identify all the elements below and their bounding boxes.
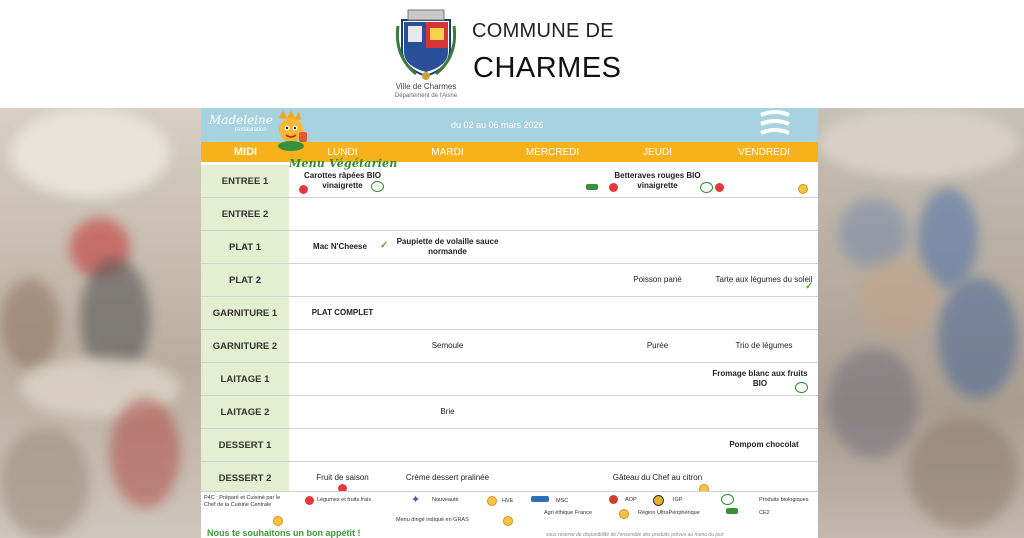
cell-friday: Trio de légumes xyxy=(735,341,793,350)
day-thursday: JEUDI xyxy=(643,147,672,158)
cell-thursday: Betteraves rouges BIO vinaigrette xyxy=(614,171,701,190)
vegetarian-check-icon: ✓ xyxy=(380,240,389,251)
crest-caption-department: Département de l'Aisne xyxy=(394,93,458,99)
cell-monday: Mac N'Cheese xyxy=(313,242,367,251)
availability-note: sous réserve de disponibilité de l'ensemble des produits prévus au menu du jour xyxy=(546,532,724,538)
day-friday: VENDREDI xyxy=(738,147,790,158)
cell-friday: Fromage blanc aux fruits BIO xyxy=(712,369,808,388)
menu-row-laitage-2 xyxy=(201,396,818,429)
legend-msc: MSC xyxy=(556,498,569,504)
cell-friday: Tarte aux légumes du soleil xyxy=(715,275,813,284)
fresh-produce-icon xyxy=(305,496,314,505)
menu-row-garniture-2 xyxy=(201,330,818,363)
fresh-produce-icon xyxy=(715,183,724,192)
town-crest-logo xyxy=(394,6,458,82)
day-tuesday: MARDI xyxy=(431,147,464,158)
row-label: ENTREE 1 xyxy=(201,165,289,197)
cell-thursday: Purée xyxy=(646,341,669,350)
cell-tuesday: Paupiette de volaille sauce normande xyxy=(396,237,499,256)
menu-row-dessert-1 xyxy=(201,429,818,462)
cell-thursday: Poisson pané xyxy=(633,275,682,284)
brand-logo-text: Madeleine xyxy=(209,113,273,127)
cell-tuesday: Crème dessert pralinée xyxy=(405,473,490,482)
row-label: DESSERT 1 xyxy=(201,429,289,461)
menu-row-entree-1 xyxy=(201,165,818,198)
menu-dirige-icon xyxy=(503,516,513,526)
legend-aop: AOP xyxy=(625,497,637,503)
legend-gras: Menu dirigé indiqué en GRAS xyxy=(396,517,469,523)
legend-rup: Région UltraPériphérique xyxy=(638,510,700,516)
aop-icon xyxy=(609,495,618,504)
cell-monday: Carottes râpées BIO vinaigrette xyxy=(304,171,381,190)
row-label: ENTREE 2 xyxy=(201,198,289,230)
organic-label-icon xyxy=(721,494,734,505)
vegetarian-check-icon: ✓ xyxy=(805,281,814,292)
menu-date-range: du 02 au 06 mars 2026 xyxy=(451,120,544,130)
midi-label: MIDI xyxy=(233,146,258,158)
day-monday: LUNDI xyxy=(327,147,358,158)
fresh-produce-icon xyxy=(609,183,618,192)
menu-row-dessert-2 xyxy=(201,462,818,494)
menu-row-entree-2 xyxy=(201,198,818,231)
day-wednesday: MERCREDI xyxy=(525,147,580,158)
row-label: PLAT 2 xyxy=(201,264,289,296)
row-label: GARNITURE 2 xyxy=(201,330,289,362)
mascot-icon xyxy=(269,110,313,152)
legend-ce2: CE2 xyxy=(759,510,770,516)
row-label: PLAT 1 xyxy=(201,231,289,263)
organic-label-icon xyxy=(795,382,808,393)
weekly-menu xyxy=(201,108,818,538)
background-photo-left xyxy=(0,108,201,538)
cell-monday: PLAT COMPLET xyxy=(311,308,374,317)
fresh-produce-icon xyxy=(299,185,308,194)
rup-icon xyxy=(619,509,629,519)
hve-label-icon xyxy=(586,184,598,190)
menu-row-plat-1 xyxy=(201,231,818,264)
menu-row-laitage-1 xyxy=(201,363,818,396)
row-label: DESSERT 2 xyxy=(201,462,289,494)
legend-igp: IGP xyxy=(673,497,683,503)
menu-row-plat-2 xyxy=(201,264,818,297)
crest-caption-town: Ville de Charmes xyxy=(395,82,457,91)
row-label: LAITAGE 2 xyxy=(201,396,289,428)
stripes-logo-icon xyxy=(759,109,791,141)
cell-tuesday: Brie xyxy=(440,407,455,416)
page-title-line2: CHARMES xyxy=(473,52,622,84)
legend-hve: HVE xyxy=(502,498,514,504)
organic-label-icon xyxy=(371,181,384,192)
row-label: GARNITURE 1 xyxy=(201,297,289,329)
msc-icon xyxy=(531,496,549,502)
legend-new: Nouveauté xyxy=(432,497,459,503)
cell-friday: Pompom chocolat xyxy=(729,440,799,449)
legend-p4c: P4C : Préparé et Cuisiné par le Chef de la Cuisine Centrale xyxy=(204,495,281,508)
bon-appetit-message: Nous te souhaitons un bon appétit ! xyxy=(207,528,361,538)
organic-label-icon xyxy=(700,182,713,193)
cell-monday: Fruit de saison xyxy=(316,473,369,482)
pastry-icon xyxy=(798,184,808,194)
ce2-icon xyxy=(726,508,738,514)
row-label: LAITAGE 1 xyxy=(201,363,289,395)
igp-icon xyxy=(653,495,664,506)
legend-ethic: Agri éthique France xyxy=(544,510,592,516)
menu-row-garniture-1 xyxy=(201,297,818,330)
new-item-star-icon: ✦ xyxy=(411,494,421,506)
page-header xyxy=(0,0,1024,108)
background-photo-right xyxy=(818,108,1024,538)
cell-tuesday: Semoule xyxy=(431,341,464,350)
legend-fresh: Légumes et fruits frais xyxy=(317,497,372,503)
brand-logo-subtext: restauration xyxy=(235,127,267,133)
cell-thursday: Gâteau du Chef au citron xyxy=(612,473,703,482)
menu-legend xyxy=(201,491,818,538)
page-title-line1: COMMUNE DE xyxy=(472,20,614,42)
hve-icon xyxy=(487,496,497,506)
chef-icon xyxy=(273,516,283,526)
legend-bio: Produits biologiques xyxy=(759,497,809,503)
vegetarian-menu-banner: Menu Végétarien xyxy=(289,157,398,170)
